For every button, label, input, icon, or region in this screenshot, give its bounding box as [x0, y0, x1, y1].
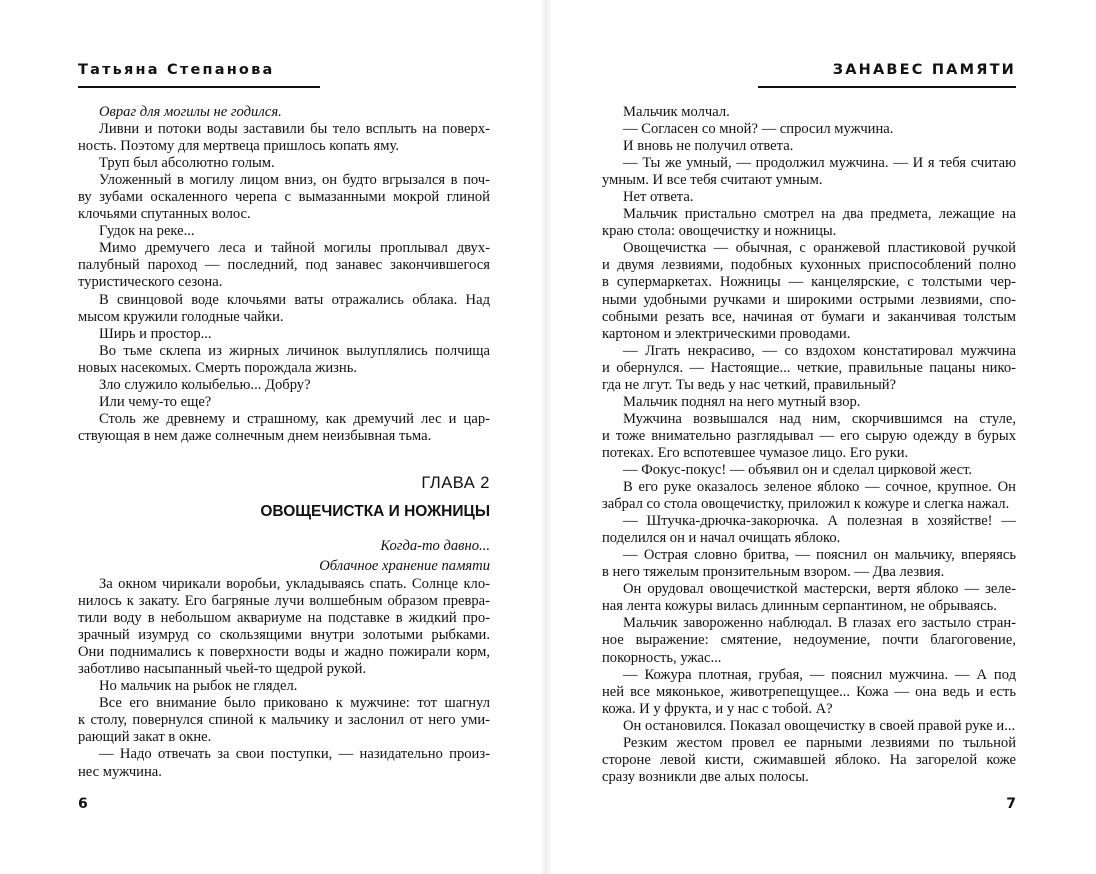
text-line: Ливни и потоки воды заставили бы тело всплыть на поверх-	[99, 121, 490, 138]
text-line: к столу, повернулся спиной к мальчику и заслонил от него уми-	[78, 712, 490, 729]
text-line: в супермаркетах. Ножницы — канцелярские, с толстыми чер-	[602, 274, 1016, 291]
text-line: и тоже внимательно разглядывал — его сырую одежду в бурых	[602, 427, 1016, 444]
right-page-number: 7	[1006, 796, 1016, 812]
text-line: Они поднимались к поверхности воды и жадно пожирали корм,	[78, 644, 490, 661]
text-line: Или чему-то еще?	[99, 393, 212, 410]
left-running-head: Татьяна Степанова	[78, 62, 275, 78]
text-line: палубный пароход — последний, под занавес закончившегося	[78, 257, 490, 274]
text-line: В его руке оказалось зеленое яблоко — сочное, крупное. Он	[623, 479, 1016, 496]
text-line: потеках. Его вспотевшее чумазое лицо. Его руки.	[602, 444, 909, 461]
text-line: В свинцовой воде клочьями ваты отражались облака. Над	[99, 291, 490, 308]
text-line: новых насекомых. Смерть порождала жизнь.	[78, 359, 358, 376]
epigraph	[78, 536, 490, 576]
text-line: и двумя лезвиями, подобных кухонных приспособлений полно	[602, 257, 1016, 274]
text-line: — Надо отвечать за свои поступки, — назидательно произ-	[99, 746, 490, 763]
text-line: Овраг для могилы не годился.	[99, 104, 282, 120]
text-line: Мужчина возвышался над ним, скорчившимся на стуле,	[623, 410, 1016, 427]
text-line: Мальчик молчал.	[623, 104, 730, 120]
text-line: ная лента кожуры вилась длинным серпантином, не обрываясь.	[602, 598, 997, 615]
left-chapter-text	[78, 576, 490, 781]
right-head-rule	[758, 86, 1016, 88]
text-line: забрал со стола овощечистку, приложил к кожуре и слегка нажал.	[602, 496, 1010, 513]
chapter-number: ГЛАВА 2	[421, 474, 490, 492]
epigraph-line: Облачное хранение памяти	[319, 558, 490, 574]
text-line: Все его внимание было приковано к мужчине: тот шагнул	[99, 695, 490, 712]
epigraph-line: Когда-то давно...	[380, 538, 490, 554]
text-line: краю стола: овощечистку и ножницы.	[602, 223, 837, 240]
text-line: Он остановился. Показал овощечистку в своей правой руке и...	[623, 717, 1016, 734]
text-line: клочьями спутанных волос.	[78, 206, 251, 223]
text-line: Уложенный в могилу лицом вниз, он будто вгрызался в поч-	[99, 172, 490, 189]
text-line: Столь же древнему и страшному, как дремучий лес и цар-	[99, 410, 490, 427]
text-line: Ширь и простор...	[99, 325, 212, 342]
text-line: в него тяжелым пронзительным взором. — Два лезвия.	[602, 564, 945, 581]
text-line: Мальчик поднял на него мутный взор.	[623, 393, 861, 410]
text-line: ву зубами оскаленного черепа с вымазанными мокрой глиной	[78, 189, 490, 206]
text-line: Но мальчик на рыбок не глядел.	[99, 678, 298, 695]
text-line: — Штучка-дрючка-закорючка. А полезная в хозяйстве! —	[623, 513, 1016, 530]
text-line: рающий закат в окне.	[78, 729, 212, 746]
left-page	[78, 0, 490, 874]
right-running-head: ЗАНАВЕС ПАМЯТИ	[832, 62, 1016, 78]
text-line: За окном чирикали воробьи, укладываясь спать. Солнце кло-	[99, 576, 490, 592]
text-line: Резким жестом провел ее парными лезвиями по тыльной	[623, 734, 1016, 751]
left-head-rule	[78, 86, 320, 88]
book-gutter	[540, 0, 552, 874]
text-line: Мимо дремучего леса и тайной могилы проплывал двух-	[99, 240, 490, 257]
text-line: кожа. И у фрукта, и у нас с тобой. А?	[602, 700, 833, 717]
text-line: нилось к закату. Его багряные лучи волшебным образом превра-	[78, 593, 490, 610]
text-line: гда не лгут. Ты ведь у нас четкий, правильный?	[602, 376, 897, 393]
right-page	[602, 0, 1016, 874]
text-line: Во тьме склепа из жирных личинок вылуплялись полчища	[99, 342, 490, 359]
text-line: ней все мяконькое, животрепещущее... Кожа — она ведь и есть	[602, 683, 1016, 700]
text-line: стороне левой кисти, сжимавшей яблоко. На загорелой коже	[602, 751, 1016, 768]
chapter-heading-block	[78, 474, 490, 576]
text-line: — Острая словно бритва, — пояснил он мальчику, вперяясь	[623, 547, 1016, 564]
text-line: собными резать все, начиная от бумаги и заканчивая толстым	[602, 308, 1016, 325]
text-line: Овощечистка — обычная, с оранжевой пластиковой ручкой	[623, 240, 1016, 257]
left-opening-text	[78, 104, 490, 445]
text-line: ствующая в нем даже солнечным днем неизбывная тьма.	[78, 427, 432, 444]
chapter-title: ОВОЩЕЧИСТКА И НОЖНИЦЫ	[260, 503, 490, 520]
text-line: ность. Поэтому для мертвеца пришлось копать яму.	[78, 138, 399, 155]
text-line: умным. И все тебя считают умным.	[602, 172, 823, 189]
text-line: картоном и электрическими проводами.	[602, 325, 851, 342]
text-line: поделился он и начал очищать яблоко.	[602, 530, 841, 547]
text-line: заботливо насыпанный чьей-то щедрой рукой.	[78, 661, 367, 678]
text-line: мысом кружили голодные чайки.	[78, 308, 284, 325]
text-line: и обернулся. — Настоящие... четкие, правильные пацаны нико-	[602, 359, 1016, 376]
text-line: — Лгать некрасиво, — со вздохом констатировал мужчина	[623, 342, 1016, 359]
text-line: Мальчик пристально смотрел на два предмета, лежащие на	[623, 206, 1016, 223]
text-line: ными удобными ручками и широкими острыми лезвиями, спо-	[602, 291, 1016, 308]
text-line: сразу возникли две алых полосы.	[602, 768, 809, 785]
text-line: Мальчик завороженно наблюдал. В глазах его застыло стран-	[623, 615, 1016, 632]
text-line: Он орудовал овощечисткой мастерски, вертя яблоко — зеле-	[623, 581, 1016, 598]
text-line: тили воду в небольшом аквариуме на подставке в жидкий про-	[78, 610, 490, 627]
text-line: покорность, ужас...	[602, 649, 722, 666]
text-line: — Кожура плотная, грубая, — пояснил мужчина. — А под	[623, 666, 1016, 683]
text-line: Зло служило колыбелью... Добру?	[99, 376, 311, 393]
text-line: ное выражение: смятение, недоумение, почти благоговение,	[602, 632, 1016, 649]
text-line: Труп был абсолютно голым.	[99, 155, 275, 172]
text-line: — Фокус-покус! — объявил он и сделал цирковой жест.	[623, 461, 973, 478]
left-page-number: 6	[78, 796, 88, 812]
text-line: — Ты же умный, — продолжил мужчина. — И я тебя считаю	[623, 155, 1016, 172]
right-body-text	[602, 104, 1016, 786]
text-line: И вновь не получил ответа.	[623, 138, 794, 155]
text-line: Нет ответа.	[623, 189, 694, 206]
text-line: — Согласен со мной? — спросил мужчина.	[623, 121, 894, 138]
text-line: туристического сезона.	[78, 274, 223, 291]
text-line: Гудок на реке...	[99, 223, 195, 240]
text-line: зрачный изумруд со скользящими внутри золотыми рыбками.	[78, 627, 490, 644]
text-line: нес мужчина.	[78, 763, 162, 780]
